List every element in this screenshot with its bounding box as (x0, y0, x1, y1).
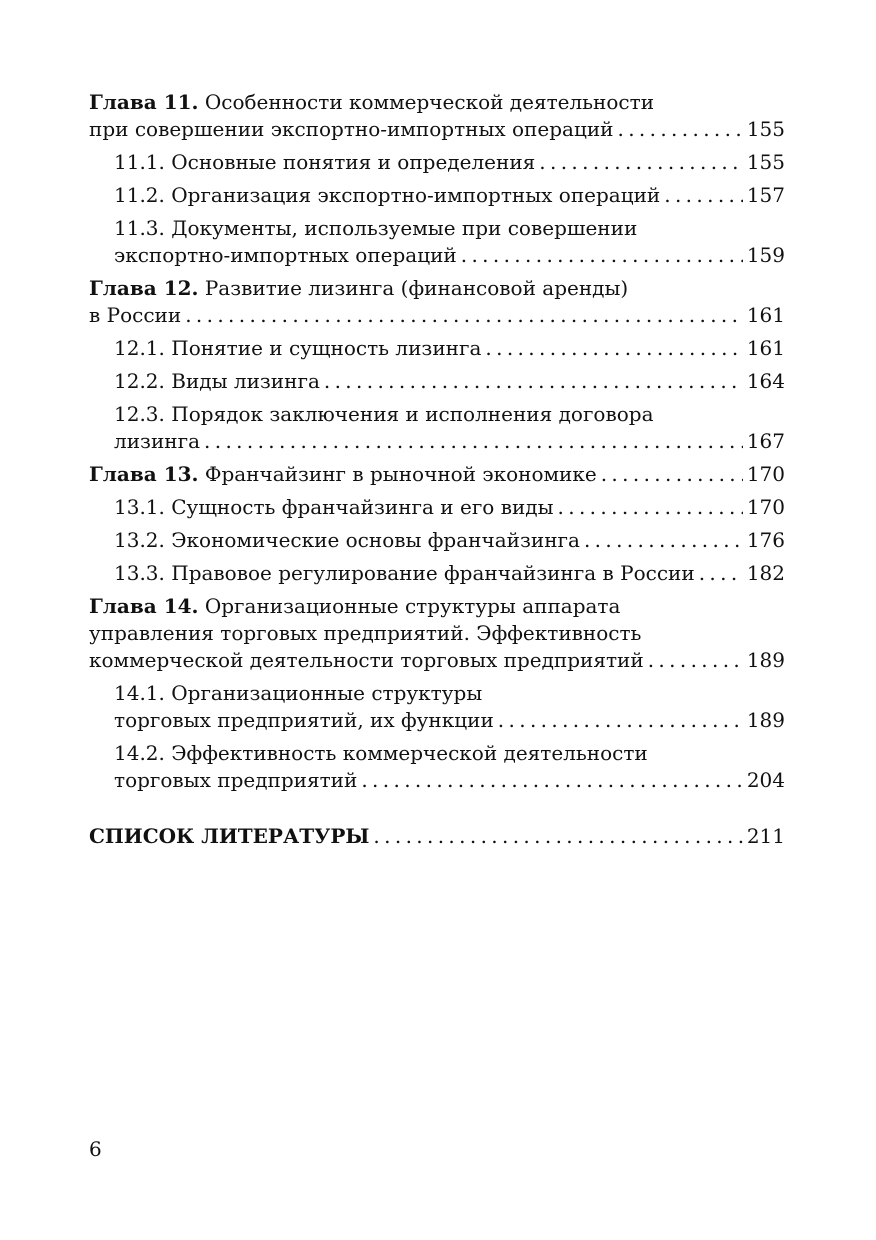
section-title: 11.3. Документы, используемые при совершении (114, 216, 638, 240)
toc-chapter-12 (89, 275, 785, 329)
section-title: 14.1. Организационные структуры (114, 681, 483, 705)
dot-leader (498, 707, 743, 734)
chapter-label: Глава 14. (89, 594, 199, 618)
dot-leader (601, 461, 743, 488)
table-of-contents (89, 89, 785, 800)
page-number: 155 (746, 150, 785, 174)
chapter-title-cont: коммерческой деятельности торговых предприятий (89, 648, 644, 672)
page-number: 211 (746, 824, 785, 848)
chapter-label: Глава 11. (89, 90, 199, 114)
page-number: 167 (746, 429, 785, 453)
section-title: 12.2. Виды лизинга (114, 369, 320, 393)
section-title: 13.3. Правовое регулирование франчайзинга в России (114, 561, 695, 585)
page-number: 164 (746, 369, 785, 393)
chapter-title-cont: при совершении экспортно-импортных операций (89, 117, 614, 141)
dot-leader (664, 182, 743, 209)
section-title-cont: торговых предприятий, их функции (114, 708, 494, 732)
section-title-cont: экспортно-импортных операций (114, 243, 457, 267)
toc-section (89, 149, 785, 176)
page-number: 176 (746, 528, 785, 552)
toc-chapter-13 (89, 461, 785, 488)
page-number: 189 (746, 648, 785, 672)
dot-leader (485, 335, 742, 362)
section-title: 14.2. Эффективность коммерческой деятельности (114, 741, 648, 765)
section-title-cont: торговых предприятий (114, 768, 358, 792)
chapter-title: Организационные структуры аппарата (204, 594, 621, 618)
page-number: 189 (746, 708, 785, 732)
dot-leader (648, 647, 743, 674)
chapter-title: Франчайзинг в рыночной экономике (204, 462, 597, 486)
section-title: 13.1. Сущность франчайзинга и его виды (114, 495, 554, 519)
dot-leader (185, 302, 743, 329)
toc-chapter-11 (89, 89, 785, 143)
section-title-cont: лизинга (114, 429, 201, 453)
chapter-title: Особенности коммерческой деятельности (204, 90, 655, 114)
toc-section (89, 368, 785, 395)
section-title: 13.2. Экономические основы франчайзинга (114, 528, 580, 552)
page-number: 157 (746, 183, 785, 207)
page-number: 170 (746, 495, 785, 519)
toc-section (89, 680, 785, 734)
footer-page-number: 6 (89, 1137, 102, 1161)
dot-leader (539, 149, 743, 176)
section-title: 11.1. Основные понятия и определения (114, 150, 536, 174)
dot-leader (617, 116, 742, 143)
toc-section (89, 401, 785, 455)
toc-section (89, 335, 785, 362)
page-number: 159 (746, 243, 785, 267)
page-number: 161 (746, 303, 785, 327)
page-number: 182 (746, 561, 785, 585)
toc-chapter-14 (89, 593, 785, 674)
toc-section (89, 182, 785, 209)
dot-leader (324, 368, 743, 395)
page-number: 170 (746, 462, 785, 486)
dot-leader (361, 767, 742, 794)
toc-section (89, 527, 785, 554)
dot-leader (558, 494, 743, 521)
chapter-title-cont: в России (89, 303, 182, 327)
section-title: 12.3. Порядок заключения и исполнения договора (114, 402, 654, 426)
section-title: 11.2. Организация экспортно-импортных операций (114, 183, 661, 207)
chapter-title-cont: управления торговых предприятий. Эффективность (89, 621, 642, 645)
toc-section (89, 494, 785, 521)
dot-leader (699, 560, 743, 587)
page-number: 204 (746, 768, 785, 792)
dot-leader (204, 428, 743, 455)
toc-bibliography (89, 823, 785, 850)
page-number: 161 (746, 336, 785, 360)
toc-section (89, 215, 785, 269)
toc-section (89, 740, 785, 794)
dot-leader (584, 527, 743, 554)
dot-leader (461, 242, 743, 269)
chapter-label: Глава 12. (89, 276, 199, 300)
chapter-title: Развитие лизинга (финансовой аренды) (204, 276, 629, 300)
dot-leader (373, 823, 742, 850)
toc-section (89, 560, 785, 587)
bibliography-label: СПИСОК ЛИТЕРАТУРЫ (89, 824, 370, 848)
chapter-label: Глава 13. (89, 462, 199, 486)
page-number: 155 (746, 117, 785, 141)
section-title: 12.1. Понятие и сущность лизинга (114, 336, 482, 360)
